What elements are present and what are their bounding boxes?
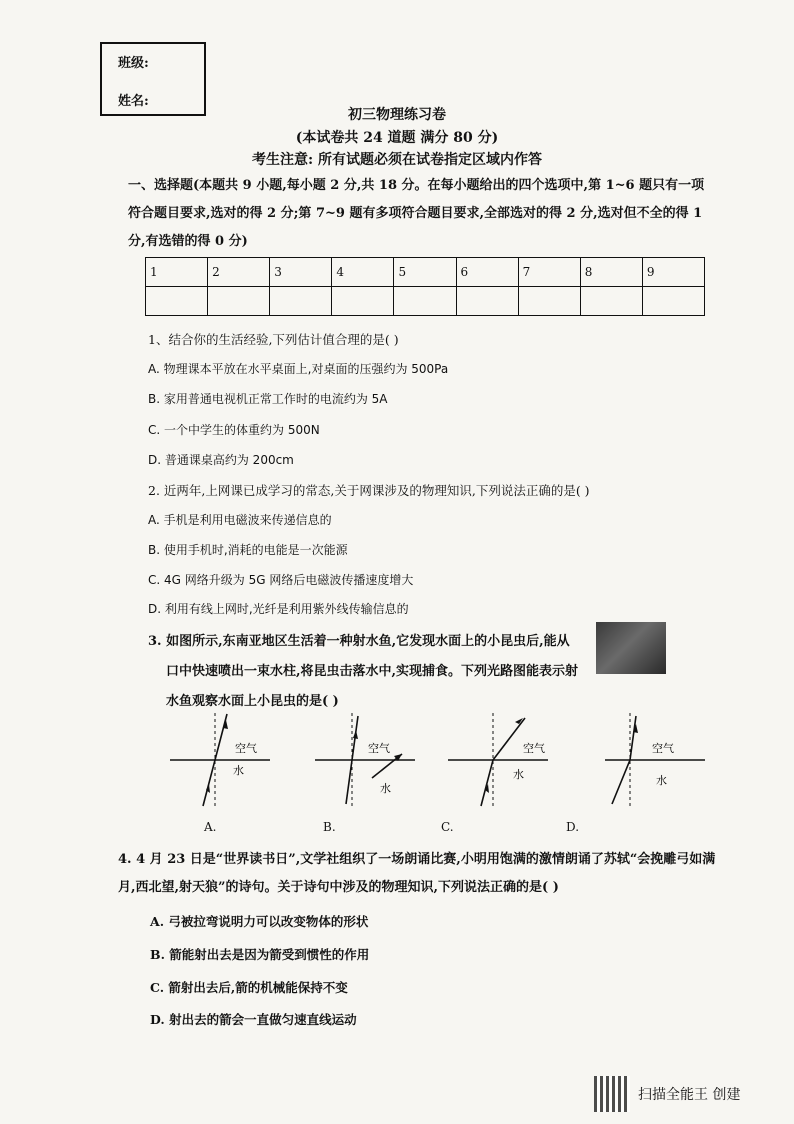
q1-option-d: D. 普通课桌高约为 200cm	[148, 453, 294, 467]
q2-option-d: D. 利用有线上网时,光纤是利用紫外线传输信息的	[148, 602, 409, 616]
scanner-watermark	[594, 1076, 784, 1112]
answer-number: 4	[332, 258, 394, 287]
answer-number: 9	[642, 258, 704, 287]
water-label: 水	[513, 768, 524, 781]
answer-cell[interactable]	[518, 287, 580, 316]
air-label: 空气	[368, 742, 390, 755]
q3-label-c: C.	[441, 820, 454, 834]
air-label: 空气	[235, 742, 257, 755]
q1-option-c: C. 一个中学生的体重约为 500N	[148, 423, 320, 437]
q4-stem: 4. 4 月 23 日是“世界读书日”,文学社组织了一场朗诵比赛,小明用饱满的激情朗诵了苏轼“会挽雕弓如满月,西北望,射天狼”的诗句。关于诗句中涉及的物理知识,下列说法正确的是( )	[118, 852, 716, 895]
section-1-instructions: 一、选择题(本题共 9 小题,每小题 2 分,共 18 分。在每小题给出的四个选项中,第 1~6 题只有一项符合题目要求,选对的得 2 分;第 7~9 题有多项符合题目要求,全部选对的得 2 分,选对但不全的得 1 分,有选错的得 0 分)	[128, 178, 705, 249]
exam-subtitle: (本试卷共 24 道题 满分 80 分)	[295, 130, 499, 146]
q2-option-c: C. 4G 网络升级为 5G 网络后电磁波传播速度增大	[148, 573, 414, 587]
water-label: 水	[380, 782, 391, 795]
answer-number: 5	[394, 258, 456, 287]
answer-number: 1	[146, 258, 208, 287]
answer-number: 6	[456, 258, 518, 287]
q3-line-1: 3. 如图所示,东南亚地区生活着一种射水鱼,它发现水面上的小昆虫后,能从	[148, 634, 570, 649]
answer-cell[interactable]	[580, 287, 642, 316]
answer-number: 2	[208, 258, 270, 287]
answer-number: 3	[270, 258, 332, 287]
water-label: 水	[233, 764, 244, 777]
water-label: 水	[656, 774, 667, 787]
q3-diagram-d-svg	[600, 708, 710, 813]
q3-diagram-d	[600, 708, 710, 813]
class-label: 班级:	[118, 56, 149, 71]
q4-option-b: B. 箭能射出去是因为箭受到惯性的作用	[150, 947, 370, 962]
scanner-watermark-text: 扫描全能王 创建	[638, 1087, 741, 1103]
air-label: 空气	[652, 742, 674, 755]
answer-cell[interactable]	[332, 287, 394, 316]
answer-cell[interactable]	[642, 287, 704, 316]
answer-cell[interactable]	[456, 287, 518, 316]
q2-stem: 2. 近两年,上网课已成学习的常态,关于网课涉及的物理知识,下列说法正确的是( )	[148, 483, 590, 498]
q2-option-b: B. 使用手机时,消耗的电能是一次能源	[148, 543, 348, 557]
q4-option-a: A. 弓被拉弯说明力可以改变物体的形状	[150, 914, 369, 929]
q3-diagram-a	[165, 708, 275, 813]
exam-notice: 考生注意: 所有试题必须在试卷指定区域内作答	[251, 152, 543, 168]
q3-label-d: D.	[566, 820, 580, 834]
answer-cell[interactable]	[394, 287, 456, 316]
q3-diagram-c-svg	[443, 708, 553, 813]
answer-cell[interactable]	[270, 287, 332, 316]
q3-diagram-a-svg	[165, 708, 275, 813]
q1-stem: 1、结合你的生活经验,下列估计值合理的是( )	[148, 332, 399, 347]
answer-table-blank-row[interactable]	[146, 287, 705, 316]
q2-option-a: A. 手机是利用电磁波来传递信息的	[148, 513, 332, 527]
answer-cell[interactable]	[208, 287, 270, 316]
answer-table-header-row	[146, 258, 705, 287]
q1-option-b: B. 家用普通电视机正常工作时的电流约为 5A	[148, 392, 388, 406]
answer-number: 8	[580, 258, 642, 287]
q4-option-d: D. 射出去的箭会一直做匀速直线运动	[150, 1012, 357, 1027]
air-label: 空气	[523, 742, 545, 755]
q1-option-a: A. 物理课本平放在水平桌面上,对桌面的压强约为 500Pa	[148, 362, 449, 376]
q3-diagram-b	[310, 708, 420, 813]
q3-label-b: B.	[323, 820, 336, 834]
name-label: 姓名:	[118, 94, 149, 109]
q4-option-c: C. 箭射出去后,箭的机械能保持不变	[150, 980, 348, 995]
answer-cell[interactable]	[146, 287, 208, 316]
scanner-logo-icon	[594, 1076, 630, 1112]
q3-diagram-b-svg	[310, 708, 420, 813]
exam-title: 初三物理练习卷	[348, 107, 446, 123]
archer-fish-photo	[596, 622, 666, 674]
answer-number: 7	[518, 258, 580, 287]
q3-line-3: 水鱼观察水面上小昆虫的是( )	[166, 694, 339, 709]
q3-diagram-c	[443, 708, 553, 813]
answer-table	[145, 257, 705, 316]
q3-label-a: A.	[204, 820, 217, 834]
q3-line-2: 口中快速喷出一束水柱,将昆虫击落水中,实现捕食。下列光路图能表示射	[166, 664, 579, 679]
